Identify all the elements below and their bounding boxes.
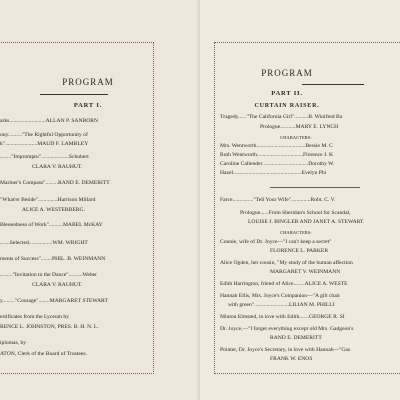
program-item: "What'er Betide"..............Harrison Millard [0, 197, 96, 203]
characters-heading: CHARACTERS: [280, 230, 312, 235]
program-item: ments of Success"........PHIL. B. WEINMANN [0, 256, 106, 262]
curtain-raiser-heading: CURTAIN RAISER. [254, 103, 320, 109]
program-item: .......Selected.................WM. WRIGHT [0, 240, 88, 246]
character-item: Hazel.................................................Evelyn Phi [220, 170, 327, 176]
character-item: Alice Ogden, her cousin, "My study of the human affection [220, 260, 353, 266]
right-part-heading: PART II. [271, 90, 303, 97]
section-divider [270, 187, 360, 188]
program-item: k".......................MAUD F. LAMBLEY [0, 141, 89, 147]
program-item: y........."Courage"........MARGARET STEWART [0, 298, 108, 304]
character-item: Hannah Ellis, Mrs. Joyce's Companion—"A gilt chair [220, 293, 341, 299]
left-part-heading: PART I. [73, 102, 103, 109]
right-program-title: PROGRAM [261, 67, 313, 79]
program-performer: CLARA V. RAUHUT. [32, 164, 83, 170]
character-item: Connie, wife of Dr. Joyce—"I can't keep a secret" [220, 239, 332, 245]
program-item: ........."Invitation to the Dance"..........Weber [0, 272, 98, 278]
character-performer: FLORENCE L. PARKER [270, 248, 329, 254]
program-performer: ALICE A. WESTERBERG. [22, 207, 85, 213]
character-performer: MARGARET V. WEINMANN [270, 269, 341, 275]
character-item: Minton Elmsted, in love with Edith.......GEORGE R. SI [220, 314, 345, 320]
program-item: Mariner's Compass".........RAND E. DEMERITT [0, 180, 110, 186]
characters-heading: CHARACTERS: [280, 135, 312, 140]
right-page [200, 0, 400, 400]
character-item: Edith Harrington, friend of Alice........ALICE A. WESTE [220, 281, 348, 287]
program-item: RENCE L. JOHNSTON, PRES. B. H. N. L. [0, 324, 99, 330]
left-program-title: PROGRAM [62, 76, 114, 88]
program-item: arks..........................ALLAN P. SANBORN [0, 118, 99, 124]
program-performer: LOUISE J. BINGLER AND JANET A. STEWART. [248, 219, 365, 225]
program-performer: CLARA V. RAUHUT. [32, 282, 83, 288]
character-item: Ruth Wentworth.................................Florence J. K [220, 152, 334, 158]
right-title-rule [302, 84, 364, 85]
character-performer: RAND E. DEMERITT [270, 335, 322, 341]
character-performer: FRANK W. ENOS [270, 356, 313, 362]
program-item: ertificates from the Lyceum by [0, 314, 69, 320]
program-item: ony.........."The Rightful Opportunity of [0, 132, 88, 138]
character-item: with green".........................LILIAN M. PHILLI [228, 302, 335, 308]
character-item: Mrs. Wentworth...................................Bessie M. C [220, 143, 333, 149]
left-title-rule [40, 94, 108, 95]
program-item: ........"Impromptu"....................Schubert [0, 154, 89, 160]
character-item: Caroline Callender.................................Dorothy W. [220, 161, 335, 167]
program-item: iplomas, by [0, 340, 27, 346]
program-item: Blessedness of Work"..........MABEL McKAY [0, 222, 103, 228]
program-item: Farce..............."Tell Your Wife"..............Robt. C. V. [220, 197, 336, 203]
character-item: Dr. Joyce,—"I forget everything except old Mrs. Gadgeon's [220, 326, 354, 332]
program-item: Prologue......From Sheridan's School for Scandal, [240, 210, 351, 216]
program-item: Prologue...........MARY E. LYNCH [260, 124, 339, 130]
character-item: Pointer, Dr. Joyce's Secretary, in love with Hannah—"Gas [220, 347, 351, 353]
program-item: ATON, Clerk of the Board of Trustees. [0, 351, 87, 357]
program-item: Tragedy......"The California Girl"..........B. Winifred Ba [220, 114, 343, 120]
